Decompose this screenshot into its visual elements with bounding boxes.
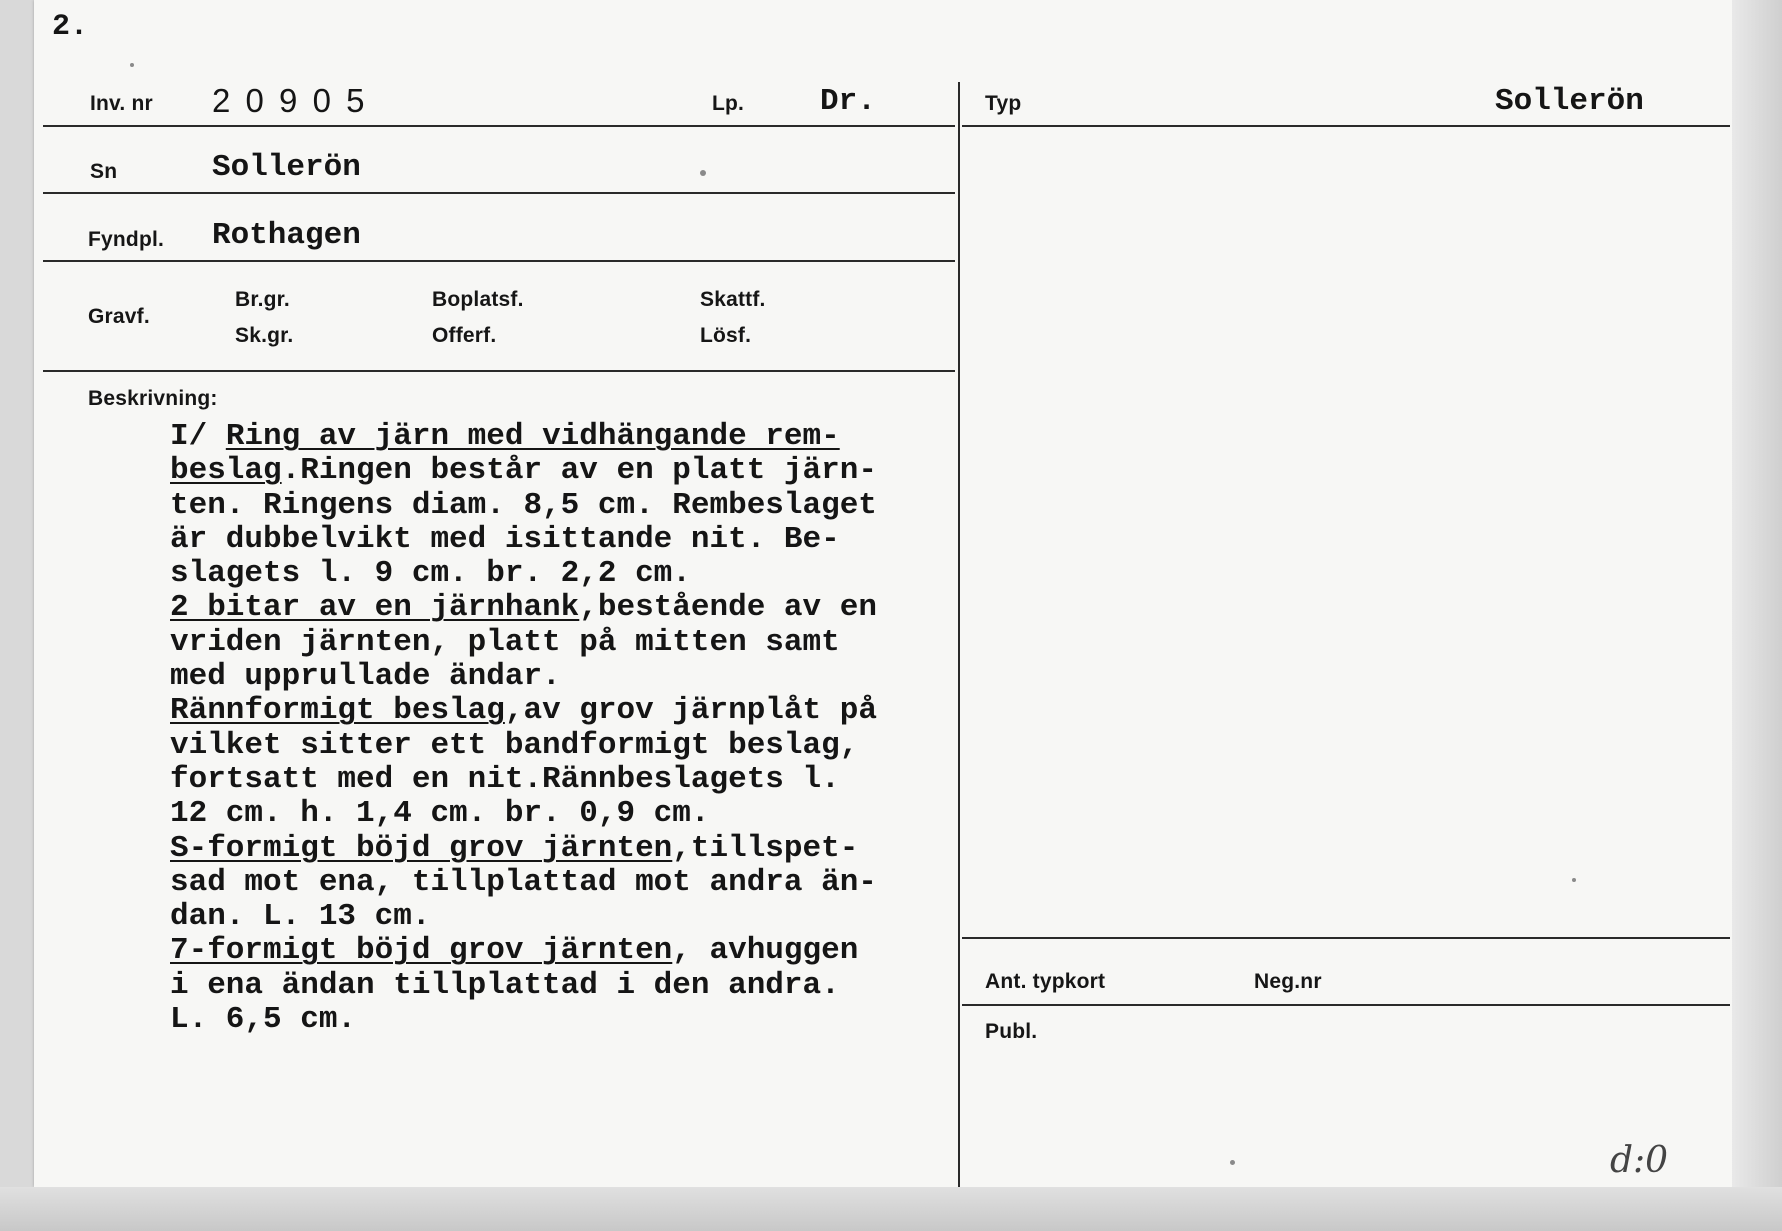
scan-speck [1230, 1160, 1235, 1165]
description-segment: ,bestående av en [579, 590, 877, 626]
description-text [170, 420, 990, 1037]
typ-value: Sollerön [1495, 84, 1644, 119]
description-segment: är dubbelvikt med isittande nit. Be- [170, 521, 840, 557]
publ-label: Publ. [985, 1020, 1038, 1043]
description-line [170, 557, 990, 591]
description-segment: 12 cm. h. 1,4 cm. br. 0,9 cm. [170, 796, 710, 832]
description-line [170, 660, 990, 694]
underlined-item-title: beslag [170, 453, 282, 489]
description-segment: I/ [170, 419, 226, 454]
description-segment: med upprullade ändar. [170, 659, 561, 695]
lp-value: Dr. [820, 84, 876, 119]
description-segment: ,av grov järnplåt på [504, 693, 877, 729]
description-segment: L. 6,5 cm. [170, 1002, 357, 1038]
description-segment: vriden järnten, platt på mitten samt [170, 624, 840, 660]
neg-nr-label: Neg.nr [1254, 970, 1322, 993]
description-segment: fortsatt med en nit.Rännbeslagets l. [170, 761, 840, 797]
underlined-item-title: Ring av järn med vidhängande rem- [225, 419, 840, 454]
skattf-label: Skattf. [700, 288, 766, 311]
offerf-label: Offerf. [432, 324, 497, 347]
handwritten-note: d:0 [1610, 1140, 1669, 1181]
footer-rule-bottom [962, 1004, 1730, 1006]
card-number: 2. [52, 10, 89, 44]
lp-label: Lp. [712, 92, 745, 115]
description-line [170, 626, 990, 660]
description-line [170, 1003, 990, 1037]
description-line [170, 591, 990, 625]
description-line [170, 934, 990, 968]
description-line [170, 900, 990, 934]
description-line [170, 832, 990, 866]
scan-speck [1572, 878, 1576, 882]
ant-typkort-label: Ant. typkort [985, 970, 1106, 993]
gravf-rule [43, 370, 955, 372]
description-segment: dan. L. 13 cm. [170, 899, 431, 935]
scan-edge-bottom [0, 1187, 1782, 1231]
sn-label: Sn [90, 160, 118, 183]
boplatsf-label: Boplatsf. [432, 288, 524, 311]
description-line [170, 729, 990, 763]
header-rule-left [43, 125, 955, 127]
description-segment: slagets l. 9 cm. br. 2,2 cm. [170, 556, 691, 592]
gravf-label: Gravf. [88, 305, 150, 328]
description-line [170, 797, 990, 831]
description-segment: ten. Ringens diam. 8,5 cm. Rembeslaget [170, 487, 877, 523]
description-line [170, 969, 990, 1003]
description-segment: ,tillspet- [672, 830, 859, 866]
description-segment: vilket sitter ett bandformigt beslag, [170, 727, 859, 763]
fyndpl-rule [43, 260, 955, 262]
description-line [170, 454, 990, 488]
description-line [170, 523, 990, 557]
sn-value: Sollerön [212, 150, 361, 185]
inv-nr-label: Inv. nr [90, 92, 153, 115]
skgr-label: Sk.gr. [235, 324, 294, 347]
underlined-item-title: Rännformigt beslag [170, 693, 505, 729]
description-segment: sad mot ena, tillplattad mot andra än- [170, 864, 877, 900]
footer-rule-top [962, 937, 1730, 939]
sn-rule [43, 192, 955, 194]
description-line [170, 694, 990, 728]
header-rule-right [962, 125, 1730, 127]
scan-speck [700, 170, 706, 176]
description-line [170, 420, 990, 454]
scan-speck [130, 63, 134, 67]
description-segment: i ena ändan tillplattad i den andra. [170, 967, 840, 1003]
losf-label: Lösf. [700, 324, 752, 347]
description-line [170, 866, 990, 900]
fyndpl-value: Rothagen [212, 218, 361, 253]
underlined-item-title: 7-formigt böjd grov järnten [170, 933, 673, 969]
typ-label: Typ [985, 92, 1022, 115]
description-line [170, 763, 990, 797]
description-segment: .Ringen består av en platt järn- [281, 453, 877, 489]
inv-nr-value: 2 0 9 0 5 [212, 82, 368, 119]
brgr-label: Br.gr. [235, 288, 290, 311]
fyndpl-label: Fyndpl. [88, 228, 165, 251]
underlined-item-title: 2 bitar av en järnhank [170, 590, 580, 626]
beskrivning-label: Beskrivning: [88, 387, 218, 410]
description-segment: , avhuggen [672, 933, 859, 969]
underlined-item-title: S-formigt böjd grov järnten [170, 830, 673, 866]
description-line [170, 489, 990, 523]
scan-edge-right [1732, 0, 1782, 1231]
